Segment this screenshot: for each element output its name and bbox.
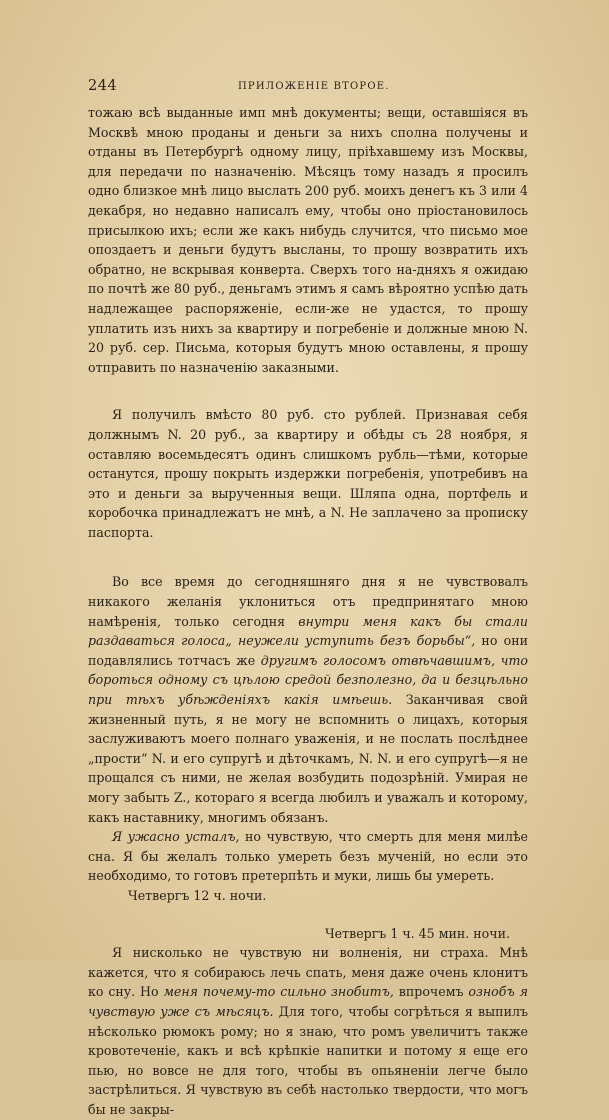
- paragraph-5-italic-b: меня почему-то сильно знобитъ,: [163, 984, 394, 1000]
- paragraph-3-italic-b: внутри меня какъ бы стали раздаваться голоса„ неужели уступить безъ борьбы“,: [88, 613, 528, 649]
- signature-time-2: Четвергъ 1 ч. 45 мин. ночи.: [324, 925, 510, 941]
- paragraph-3: [88, 572, 528, 827]
- paragraph-3-text-e: Заканчивая свой жизненный путь, я не могу не вспомнить о лицахъ, которыя заслуживаютъ моего полнаго уваженія, и не послать послѣднее „прости“ N. и его супругѣ и дѣточкамъ, N. N. и его супругѣ—я не прощался съ ними, не желая возбудить подозрѣній. Умирая не могу забыть Z., котораго я всегда любилъ и уважалъ и которому, какъ наставнику, многимъ обязанъ.: [88, 692, 528, 825]
- paragraph-4: [88, 827, 528, 886]
- paragraph-5-text-a: Я нисколько не чувствую ни волненія, ни страха. Мнѣ кажется, что я собираюсь лечь спать, меня даже очень клонитъ ко сну. Но: [88, 945, 528, 1000]
- body-text: [88, 103, 528, 1120]
- paragraph-3-text-c: но они подавлялись тотчасъ же: [88, 633, 528, 668]
- paragraph-5-text-e: Для того, чтобы согрѣться я выпилъ нѣсколько рюмокъ рому; но я знаю, что ромъ увеличитъ также кровотеченіе, какъ и всѣ крѣпкіе напитки и потому я еще его пью, но вовсе не для того, чтобы въ опьяненіи легче было застрѣлиться. Я чувствую въ себѣ настолько твердости, что могъ бы не закры-: [88, 1003, 528, 1117]
- running-head: ПРИЛОЖЕНІЕ ВТОРОЕ.: [238, 81, 390, 92]
- paragraph-2: Я получилъ вмѣсто 80 руб. сто рублей. Признавая себя должнымъ N. 20 руб., за квартиру и обѣды съ 28 ноября, я оставляю восемьдесятъ одинъ слишкомъ рубль—тѣми, которые останутся, прошу покрыть издержки погребенія, употребивъ на это и деньги за вырученныя вещи. Шляпа одна, портфель и коробочка принадлежатъ не мнѣ, а N. Не заплачено за прописку паспорта.: [88, 407, 528, 540]
- paragraph-5-italic-d: ознобъ я чувствую уже съ мѣсяцъ.: [88, 984, 528, 1019]
- paragraph-5-text-c: впрочемъ: [393, 984, 469, 1000]
- signature-time-1: Четвергъ 12 ч. ночи.: [128, 887, 267, 903]
- paragraph-4-text-b: но чувствую, что смерть для меня милѣе сна. Я бы желалъ только умереть безъ мученій, но если это необходимо, то готовъ претерпѣть и муки, лишь бы умереть.: [88, 829, 528, 884]
- paragraph-3-italic-d: другимъ голосомъ отвѣчавшимъ, что бороться одному съ цѣлою средой безполезно, да и безцѣльно при тѣхъ убѣжденіяхъ какія имѣешь.: [88, 652, 529, 708]
- paragraph-5: [88, 943, 528, 1119]
- paragraph-1: тожаю всѣ выданные имп мнѣ документы; вещи, оставшіяся въ Москвѣ мною проданы и деньги за нихъ сполна получены и отданы въ Петербургѣ одному лицу, пріѣхавшему изъ Москвы, для передачи по назначенію. Мѣсяцъ тому назадъ я просилъ одно близкое мнѣ лицо выслать 200 руб. моихъ денегъ къ 3 или 4 декабря, но недавно написалъ ему, чтобы оно пріостановилось присылкою ихъ; если же какъ нибудь случится, что письмо мое опоздаетъ и деньги будутъ высланы, то прошу возвратить ихъ обратно, не вскрывая конверта. Сверхъ того на-дняхъ я ожидаю по почтѣ же 80 руб., деньгамъ этимъ я самъ вѣроятно успѣю дать надлежащее распоряженіе, если-же не удастся, то прошу уплатить изъ нихъ за квартиру и погребеніе и должные мною N. 20 руб. сер. Письма, которыя будутъ мною оставлены, я прошу отправить по назначенію заказными.: [88, 105, 528, 375]
- page-header: [88, 78, 528, 98]
- paragraph-4-italic-a: Я ужасно усталъ,: [112, 829, 240, 845]
- page-number: 244: [88, 78, 118, 94]
- paragraph-3-text-a: Во все время до сегодняшняго дня я не чувствовалъ никакого желанія уклониться отъ предпринятаго мною намѣренія, только сегодня: [88, 574, 528, 629]
